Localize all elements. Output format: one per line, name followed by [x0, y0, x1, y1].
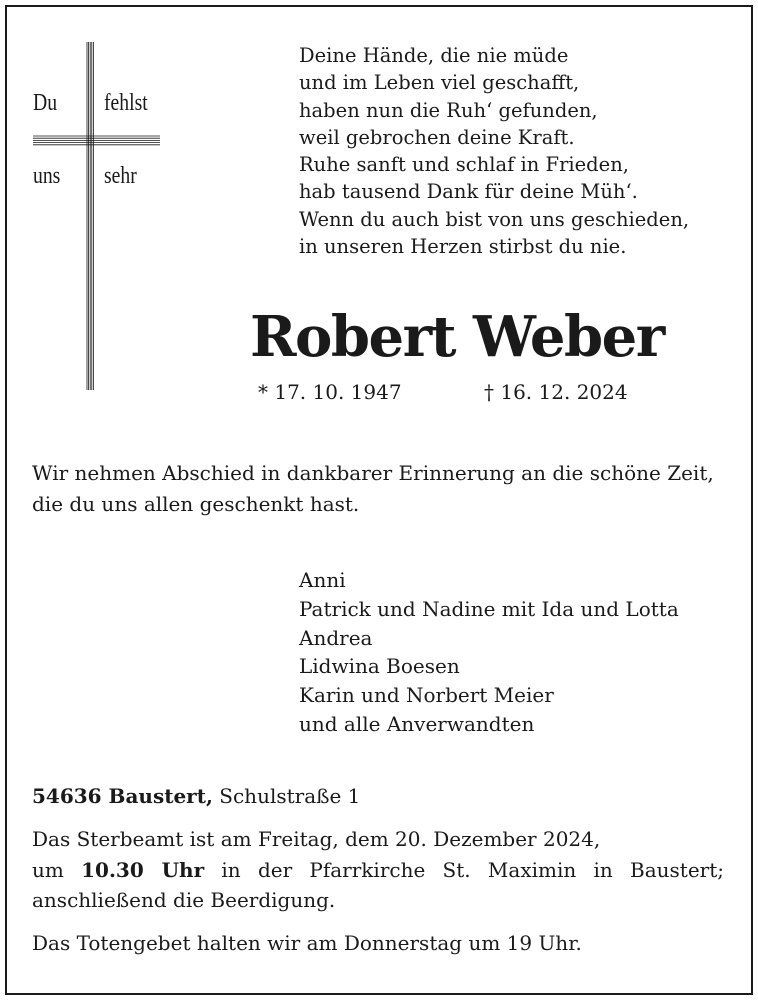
birth-date: * 17. 10. 1947 [258, 380, 402, 404]
family-member: Patrick und Nadine mit Ida und Lotta [299, 596, 679, 621]
family-member: Karin und Norbert Meier [299, 683, 554, 708]
death-date: 16. 12. 2024 [500, 380, 628, 404]
address-city: 54636 Baustert, [32, 784, 213, 808]
dagger-icon: † [484, 380, 494, 404]
poem-line: und im Leben viel geschafft, [299, 71, 580, 95]
cross-icon [78, 42, 102, 390]
service-line-1: Das Sterbeamt ist am Freitag, dem 20. Dezember 2024, [32, 827, 601, 851]
service-info [32, 824, 724, 916]
service-line-3: anschließend die Beerdigung. [32, 888, 336, 912]
cross-label-du: Du [33, 90, 58, 116]
poem [299, 42, 689, 260]
family-member: Andrea [299, 625, 373, 650]
cross-label-sehr: sehr [104, 163, 137, 189]
poem-line: hab tausend Dank für deine Müh‘. [299, 180, 638, 204]
family-member: und alle Anverwandten [299, 711, 535, 736]
prayer-text: Das Totengebet halten wir am Donnerstag um 19 Uhr. [32, 931, 582, 955]
cross-beam-icon [33, 132, 160, 150]
poem-line: Ruhe sanft und schlaf in Frieden, [299, 153, 629, 177]
poem-line: Wenn du auch bist von uns geschieden, [299, 207, 690, 231]
poem-line: weil gebrochen deine Kraft. [299, 125, 575, 149]
service-line-2 [32, 855, 724, 886]
poem-line: haben nun die Ruh‘ gefunden, [299, 98, 598, 122]
poem-line: Deine Hände, die nie müde [299, 44, 569, 67]
farewell-text: Wir nehmen Abschied in dankbarer Erinnerung an die schöne Zeit, die du uns allen geschenkt hast. [32, 461, 714, 516]
address [32, 784, 360, 808]
service-line-2-pre: um [32, 857, 64, 882]
family-list [299, 566, 679, 739]
family-member: Anni [299, 568, 346, 592]
cross-label-uns: uns [33, 163, 61, 189]
deceased-name: Robert Weber [250, 304, 664, 370]
poem-line: in unseren Herzen stirbst du nie. [299, 235, 627, 259]
death-date-group [484, 380, 628, 404]
family-member: Lidwina Boesen [299, 654, 460, 679]
service-time: 10.30 Uhr [81, 857, 205, 882]
cross-label-fehlst: fehlst [104, 90, 148, 116]
address-street: Schulstraße 1 [219, 784, 361, 808]
service-line-2-post: in der Pfarrkirche St. Maximin in Baustert; [221, 857, 725, 882]
